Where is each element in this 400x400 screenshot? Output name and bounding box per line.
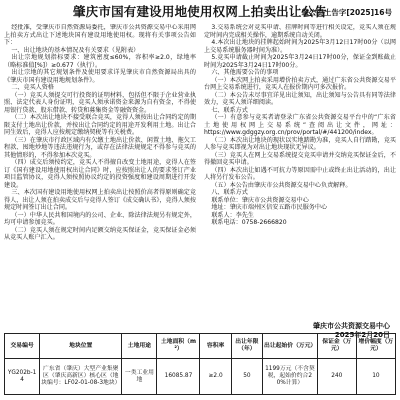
paragraph: 5.竞买申请截止时间为2025年3月24日17时00分，保证金到账截止时间为2025年3月24日17时00分。 [204,54,396,69]
paragraph: （一）中华人民共和国境内的公司、企业、除法律法规另有规定外，均可申请参加竞买。 [4,211,196,226]
paragraph: （一）有意参与竞买者请登录广东省公共资源交易平台中的“广东省土地使用权网上交易系统”查阅出让文件，网址：https://www.gdggzy.org.cn/prov/portal/#/441200/index。 [204,114,396,136]
table-cell: 10 [356,359,395,395]
table-cell: 16085.87 [157,359,200,395]
table-cell: YG202b-14 [5,359,40,395]
paragraph: 4.本次出让地块的挂牌起始时间为2025年3月12日17时00分（以网上交易系统服务器时间为准）。 [204,39,396,54]
column-header: 保证金（万元） [317,334,356,359]
paragraph: 3.交易系统会对竞买申请、挂牌时间等进行相关设定，竞买人须在规定时间内完成相关操作，逾期系统自动关闭。 [204,24,396,39]
left-column [4,24,200,320]
paragraph: （三）竞买人在网上交易系统提交竞买申请并交纳竞买保证金后，不得撤回竞买申请。 [204,151,396,166]
contact-line: 地址：肇庆市端州区信安五路市民服务中心 [211,204,328,211]
table-cell: 一类工业用地 [122,359,157,395]
paragraph: 经批准，受肇庆市自然资源局委托，肇庆市公共资源交易中心采用网上拍卖方式出让下述地块国有建设用地使用权。现将有关事项公告如下： [4,24,196,46]
paragraph: （四）本次出让如遇不可抗力等原因需中止或终止出让活动的，出让人将另行发布公告。 [204,166,396,181]
paragraph: 三、本次国有建设用地使用权网上拍卖出让按照价高者得原则确定竞得人，出让人须在拍卖成交后与竞得人签订《成交确认书》，竞得人须按规定时间签订出让合同。 [4,189,196,211]
notice-header [4,3,396,23]
table-cell: 50 [231,359,262,395]
body-columns [4,24,396,320]
paragraph: （三）在肇庆市行政区域内有欠缴土地出让价款、闲置土地、拖欠工程款、囤地炒地等违法违规行为，或存在法律法规规定不得参与竞买的其他情形的，不得参加本次竞买。 [4,136,196,159]
paragraph: （一）竞买人须提交可行投资的证明材料，包括但不限于企业营业执照、法定代表人身份证明，竞买人须承诺资金来源为自有资金，不得使用银行贷款、股东借款、转贷和募集资金等融资资金。 [4,91,196,114]
column-header: 增价幅度（万元） [356,334,395,359]
right-column [200,24,396,320]
column-header: 土地用途 [122,334,157,359]
contact-line: 联系单位：肇庆市公共资源交易中心 [211,196,309,204]
column-header: 容积率 [200,334,231,359]
paragraph: （四）成交后须按约定，竞买人不得擅自改变土地用途，竞得人在签订《国有建设用地使用权出让合同》时，应按照出让人的要求签订产业项目监管协议，竞得人须按照协议约定的投资强度和建设周期进行开发建设。 [4,159,196,189]
paragraph: （二）本次出让地块不接受联合竞买，竞得人须按出让合同约定的期限支付土地出让价款，并按出让合同约定的用途开发利用土地。出让合同生效后，竞得人应按规定缴纳契税等有关税费。 [4,114,196,136]
paragraph: 七、联系方式 [211,106,248,114]
column-header: 出让年限（年） [231,334,262,359]
table-cell: 1199万元（不含契税，起始价约合20%计算） [263,359,318,395]
paragraph: （二）竞买人须在规定时间内足额交纳竞买保证金，竞买保证金必须从竞买人账户汇入。 [4,226,196,241]
paragraph: （二）本公告未尽事宜详见出让须知，出让须知与公告具有同等法律效力，竞买人须详细阅读。 [204,91,396,106]
parcel-table [4,333,396,395]
document-number: 肇公资土告字[2025]16号 [301,8,392,17]
paragraph: 一、出让地块的基本情况及有关要求（见附表） [11,46,140,54]
paragraph: （五）本公告由肇庆市公共资源交易中心负责解释。 [211,181,352,189]
contact-line: 联系电话：0758-2666820 [211,219,287,226]
signoff-org: 肇庆市公共资源交易中心 [313,322,390,330]
notice-title: 肇庆市国有建设用地使用权网上拍卖出让公告 [72,4,327,19]
column-header: 交易编号 [5,334,40,359]
table-cell: 广东省（肇庆）大型产业集聚区（肇庆高新区）核心区（地块编号：LF02-01-08-3地块） [40,359,122,395]
paragraph: 出让宗地的其它规划条件及使用要求详见肇庆市自然资源局出具的《肇庆市国有建设用地规划条件》。 [4,69,196,84]
paragraph: 二、竞买人资格 [11,84,54,91]
table-header-row [5,334,396,359]
paragraph: 八、联系方式 [211,189,248,196]
column-header: 地块位置 [40,334,122,359]
paragraph: （一）本次网上拍卖采用增价拍卖方式，通过广东省公共资源交易平台网上交易系统进行，竞买人在报价期内可多次报价。 [204,76,396,91]
paragraph: （二）本次出让地块的现状以实地踏勘为准，竞买人自行踏勘，竞买人参与竞买即视为对出让地块现状无异议。 [204,136,396,151]
column-header: 出让起始价（万元） [263,334,318,359]
column-header: 土地面积（m²） [157,334,200,359]
signoff-date: 2025年2月20日 [334,331,390,339]
table-cell: 240 [317,359,356,395]
contact-line: 联系人：李先生 [211,211,254,219]
table-cell: ≥2.0 [200,359,231,395]
paragraph: 六、其他需要公告的事项 [211,69,279,76]
paragraph: 出让宗地规划指标要求：建筑密度≤60%，容积率≥2.0，绿地率（略标准值[%]）≥0.677（执行）。 [4,54,196,69]
table-row [5,359,396,395]
